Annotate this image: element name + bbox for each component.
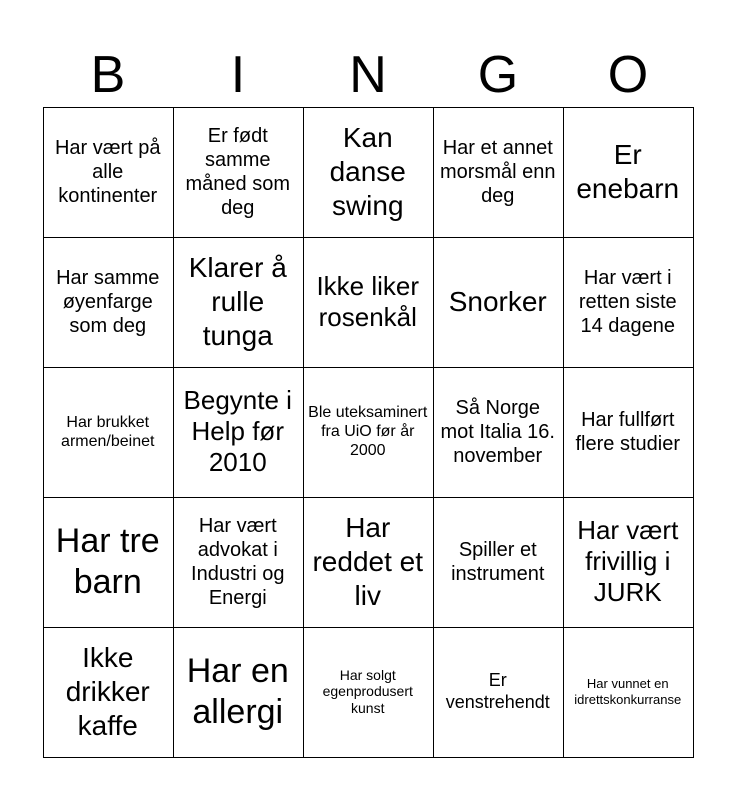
bingo-cell[interactable]: [563, 107, 695, 239]
bingo-cell-text: Har samme øyenfarge som deg: [56, 266, 160, 337]
bingo-cell[interactable]: [433, 367, 565, 499]
bingo-cell-text: Har solgt egenprodusert kunst: [322, 666, 413, 717]
bingo-header: [43, 42, 693, 108]
header-letter-g: G: [477, 46, 519, 104]
bingo-cell-text: Kan danse swing: [329, 122, 406, 221]
bingo-cell[interactable]: [563, 237, 695, 369]
bingo-cell-text: Har vært på alle kontinenter: [54, 136, 161, 207]
bingo-cell-text: Ikke liker rosenkål: [316, 270, 420, 332]
bingo-cell[interactable]: [303, 237, 435, 369]
header-letter-n: N: [349, 46, 387, 104]
bingo-cell-text: Begynte i Help før 2010: [183, 384, 292, 478]
bingo-cell-text: Har vunnet en idrettskonkurranse: [574, 676, 682, 707]
bingo-cell-text: Ikke drikker kaffe: [65, 642, 150, 741]
bingo-cell-text: Har en allergi: [186, 651, 289, 731]
bingo-cell-text: Har fullført flere studier: [575, 408, 680, 455]
header-letter-o: O: [607, 46, 649, 104]
bingo-cell-text: Er født samme måned som deg: [185, 124, 290, 219]
bingo-cell-text: Er enebarn: [576, 139, 680, 204]
bingo-cell[interactable]: [173, 627, 305, 759]
bingo-cell-text: Har vært i retten siste 14 dagene: [578, 266, 677, 337]
bingo-cell[interactable]: [563, 367, 695, 499]
bingo-cell[interactable]: [303, 107, 435, 239]
bingo-cell[interactable]: [433, 237, 565, 369]
bingo-cell[interactable]: [433, 627, 565, 759]
header-letter-b: B: [90, 46, 126, 104]
bingo-cell-text: Har reddet et liv: [312, 512, 424, 611]
bingo-cell-text: Har et annet morsmål enn deg: [439, 136, 556, 207]
bingo-board: [43, 107, 693, 757]
bingo-cell[interactable]: [303, 497, 435, 629]
bingo-cell-text: Så Norge mot Italia 16. november: [440, 396, 555, 467]
bingo-cell-text: Ble uteksaminert fra UiO før år 2000: [308, 403, 428, 460]
bingo-cell[interactable]: [303, 367, 435, 499]
bingo-cell-text: Er venstrehendt: [445, 670, 550, 712]
bingo-cell[interactable]: [173, 497, 305, 629]
bingo-cell-text: Spiller et instrument: [451, 538, 545, 585]
bingo-cell[interactable]: [43, 237, 175, 369]
bingo-cell[interactable]: [303, 627, 435, 759]
bingo-cell[interactable]: [433, 497, 565, 629]
bingo-cell[interactable]: [43, 497, 175, 629]
bingo-cell[interactable]: [43, 627, 175, 759]
bingo-cell-text: Har vært frivillig i JURK: [577, 514, 679, 608]
bingo-cell-text: Har tre barn: [55, 521, 160, 601]
bingo-cell[interactable]: [43, 367, 175, 499]
header-letter-i: I: [230, 46, 246, 104]
bingo-cell[interactable]: [563, 627, 695, 759]
bingo-cell[interactable]: [433, 107, 565, 239]
bingo-cell[interactable]: [173, 367, 305, 499]
bingo-cell-text: Snorker: [448, 285, 547, 317]
bingo-cell[interactable]: [43, 107, 175, 239]
bingo-cell[interactable]: [173, 237, 305, 369]
bingo-cell[interactable]: [173, 107, 305, 239]
bingo-cell[interactable]: [563, 497, 695, 629]
bingo-cell-text: Klarer å rulle tunga: [188, 252, 287, 351]
bingo-cell-text: Har vært advokat i Industri og Energi: [191, 514, 285, 609]
bingo-cell-text: Har brukket armen/beinet: [61, 413, 155, 450]
